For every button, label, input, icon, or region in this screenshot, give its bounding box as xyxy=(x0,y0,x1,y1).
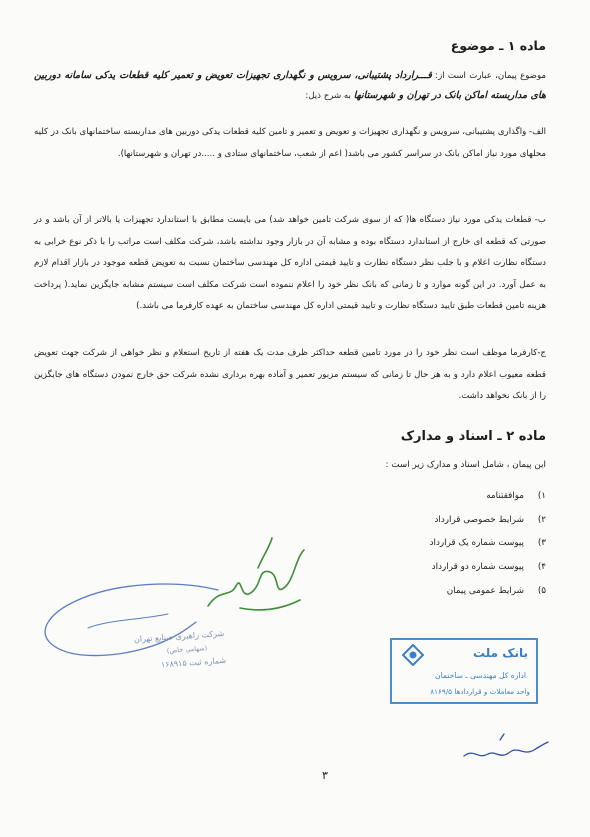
item-label: شرایط عمومی پیمان xyxy=(446,585,524,596)
article2-title: ماده ۲ ـ اسناد و مدارک xyxy=(400,429,546,444)
item-number: ۱) xyxy=(537,490,546,501)
bank-name: بانک ملت xyxy=(472,646,528,660)
company-reg: شماره ثبت ۱۶۸۹۱۵ xyxy=(160,655,227,670)
item-number: ۴) xyxy=(537,561,546,572)
company-name: شرکت راهبری صنایع تهران xyxy=(133,628,225,645)
item-label: شرایط خصوصی قرارداد xyxy=(434,514,524,525)
bank-stamp xyxy=(390,638,538,704)
bank-logo-icon xyxy=(402,644,424,666)
item-number: ۲) xyxy=(537,514,546,525)
subject-bold: قـــرارداد پشتیبانی، سرویس و نگهداری تجهیزات تعویض و تعمیر کلیه قطعات یدکی سامانه دوربین های مداربسته اماکن بانک در تهران و شهرستانها xyxy=(34,70,546,101)
subject-suffix: به شرح ذیل: xyxy=(305,91,354,101)
paragraph-b: ب- قطعات یدکی مورد نیاز دستگاه ها( که از سوی شرکت تامین خواهد شد) می بایست مطابق با استاندارد تجهیزات یا بالاتر از آن باشد و در صورتی که قطعه ای خارج از استاندارد دستگاه بوده و مشابه آن در بازار وجود نداشته باشد، شرکت مکلف است مراتب را با ذکر نوع خرابی به دستگاه نظارت اعلام و با جلب نظر دستگاه نظارت و تایید قیمتی اداره کل مهندسی ساختمان نسبت به تعویض قطعه موجود در بازار اقدام لازم به عمل آورد. در این گونه موارد و تا زمانی که بانک نظر خود را اعلام ننموده است شرکت مکلف است سیستم مشابه جایگزین نماید.( پرداخت هزینه تامین قطعات طبق تایید دستگاه نظارت و تایید قیمتی اداره کل مهندسی ساختمان به عهده کارفرما می باشد.) xyxy=(34,215,546,311)
item-number: ۳) xyxy=(537,538,546,549)
list-item xyxy=(430,508,546,532)
paragraph-a: الف- واگذاری پشتیبانی، سرویس و نگهداری تجهیزات و تعویض و تعمیر و تامین کلیه قطعات یدکی دوربین های مداربسته ساختمانهای بانک در کلیه محلهای مورد نیاز اماکن بانک در سراسر کشور می باشد( اعم از شعب، ساختمانهای ستادی و .....در تهران و شهرستانها). xyxy=(34,127,546,159)
company-type: (سهامی خاص) xyxy=(166,644,208,655)
item-label: موافقتنامه xyxy=(486,490,524,501)
company-stamp xyxy=(134,629,227,676)
bank-dept: اداره کل مهندسی ـ ساختمان xyxy=(435,671,526,680)
signature-bottom xyxy=(460,730,550,770)
documents-list xyxy=(430,484,546,602)
list-item xyxy=(430,555,546,579)
list-item xyxy=(430,579,546,603)
list-item xyxy=(430,531,546,555)
subject-paragraph xyxy=(34,66,546,106)
subject-prefix: موضوع پیمان، عبارت است از: xyxy=(431,71,547,81)
item-label: پیوست شماره دو قرارداد xyxy=(431,561,524,572)
page-number: ۳ xyxy=(322,769,328,782)
paragraph-c: ج-کارفرما موظف است نظر خود را در مورد تامین قطعه حداکثر ظرف مدت یک هفته از تاریخ استعلام و نظر خواهی از شرکت جهت تعویض قطعه معیوب اعلام دارد و به هر حال تا زمانی که سیستم مزبور تعمیر و آماده بهره برداری نشده شرکت حق خارج نمودن دستگاه های جایگزین را از بانک نخواهد داشت. xyxy=(34,348,546,401)
article2-intro: این پیمان ، شامل اسناد و مدارک زیر است : xyxy=(385,460,546,470)
item-number: ۵) xyxy=(537,585,546,596)
bank-unit: واحد معاملات و قراردادها ۸۱۶۹/۵ xyxy=(430,687,530,696)
item-label: پیوست شماره یک قرارداد xyxy=(429,538,524,549)
article1-title: ماده ۱ ـ موضوع xyxy=(450,38,546,53)
list-item xyxy=(430,484,546,508)
